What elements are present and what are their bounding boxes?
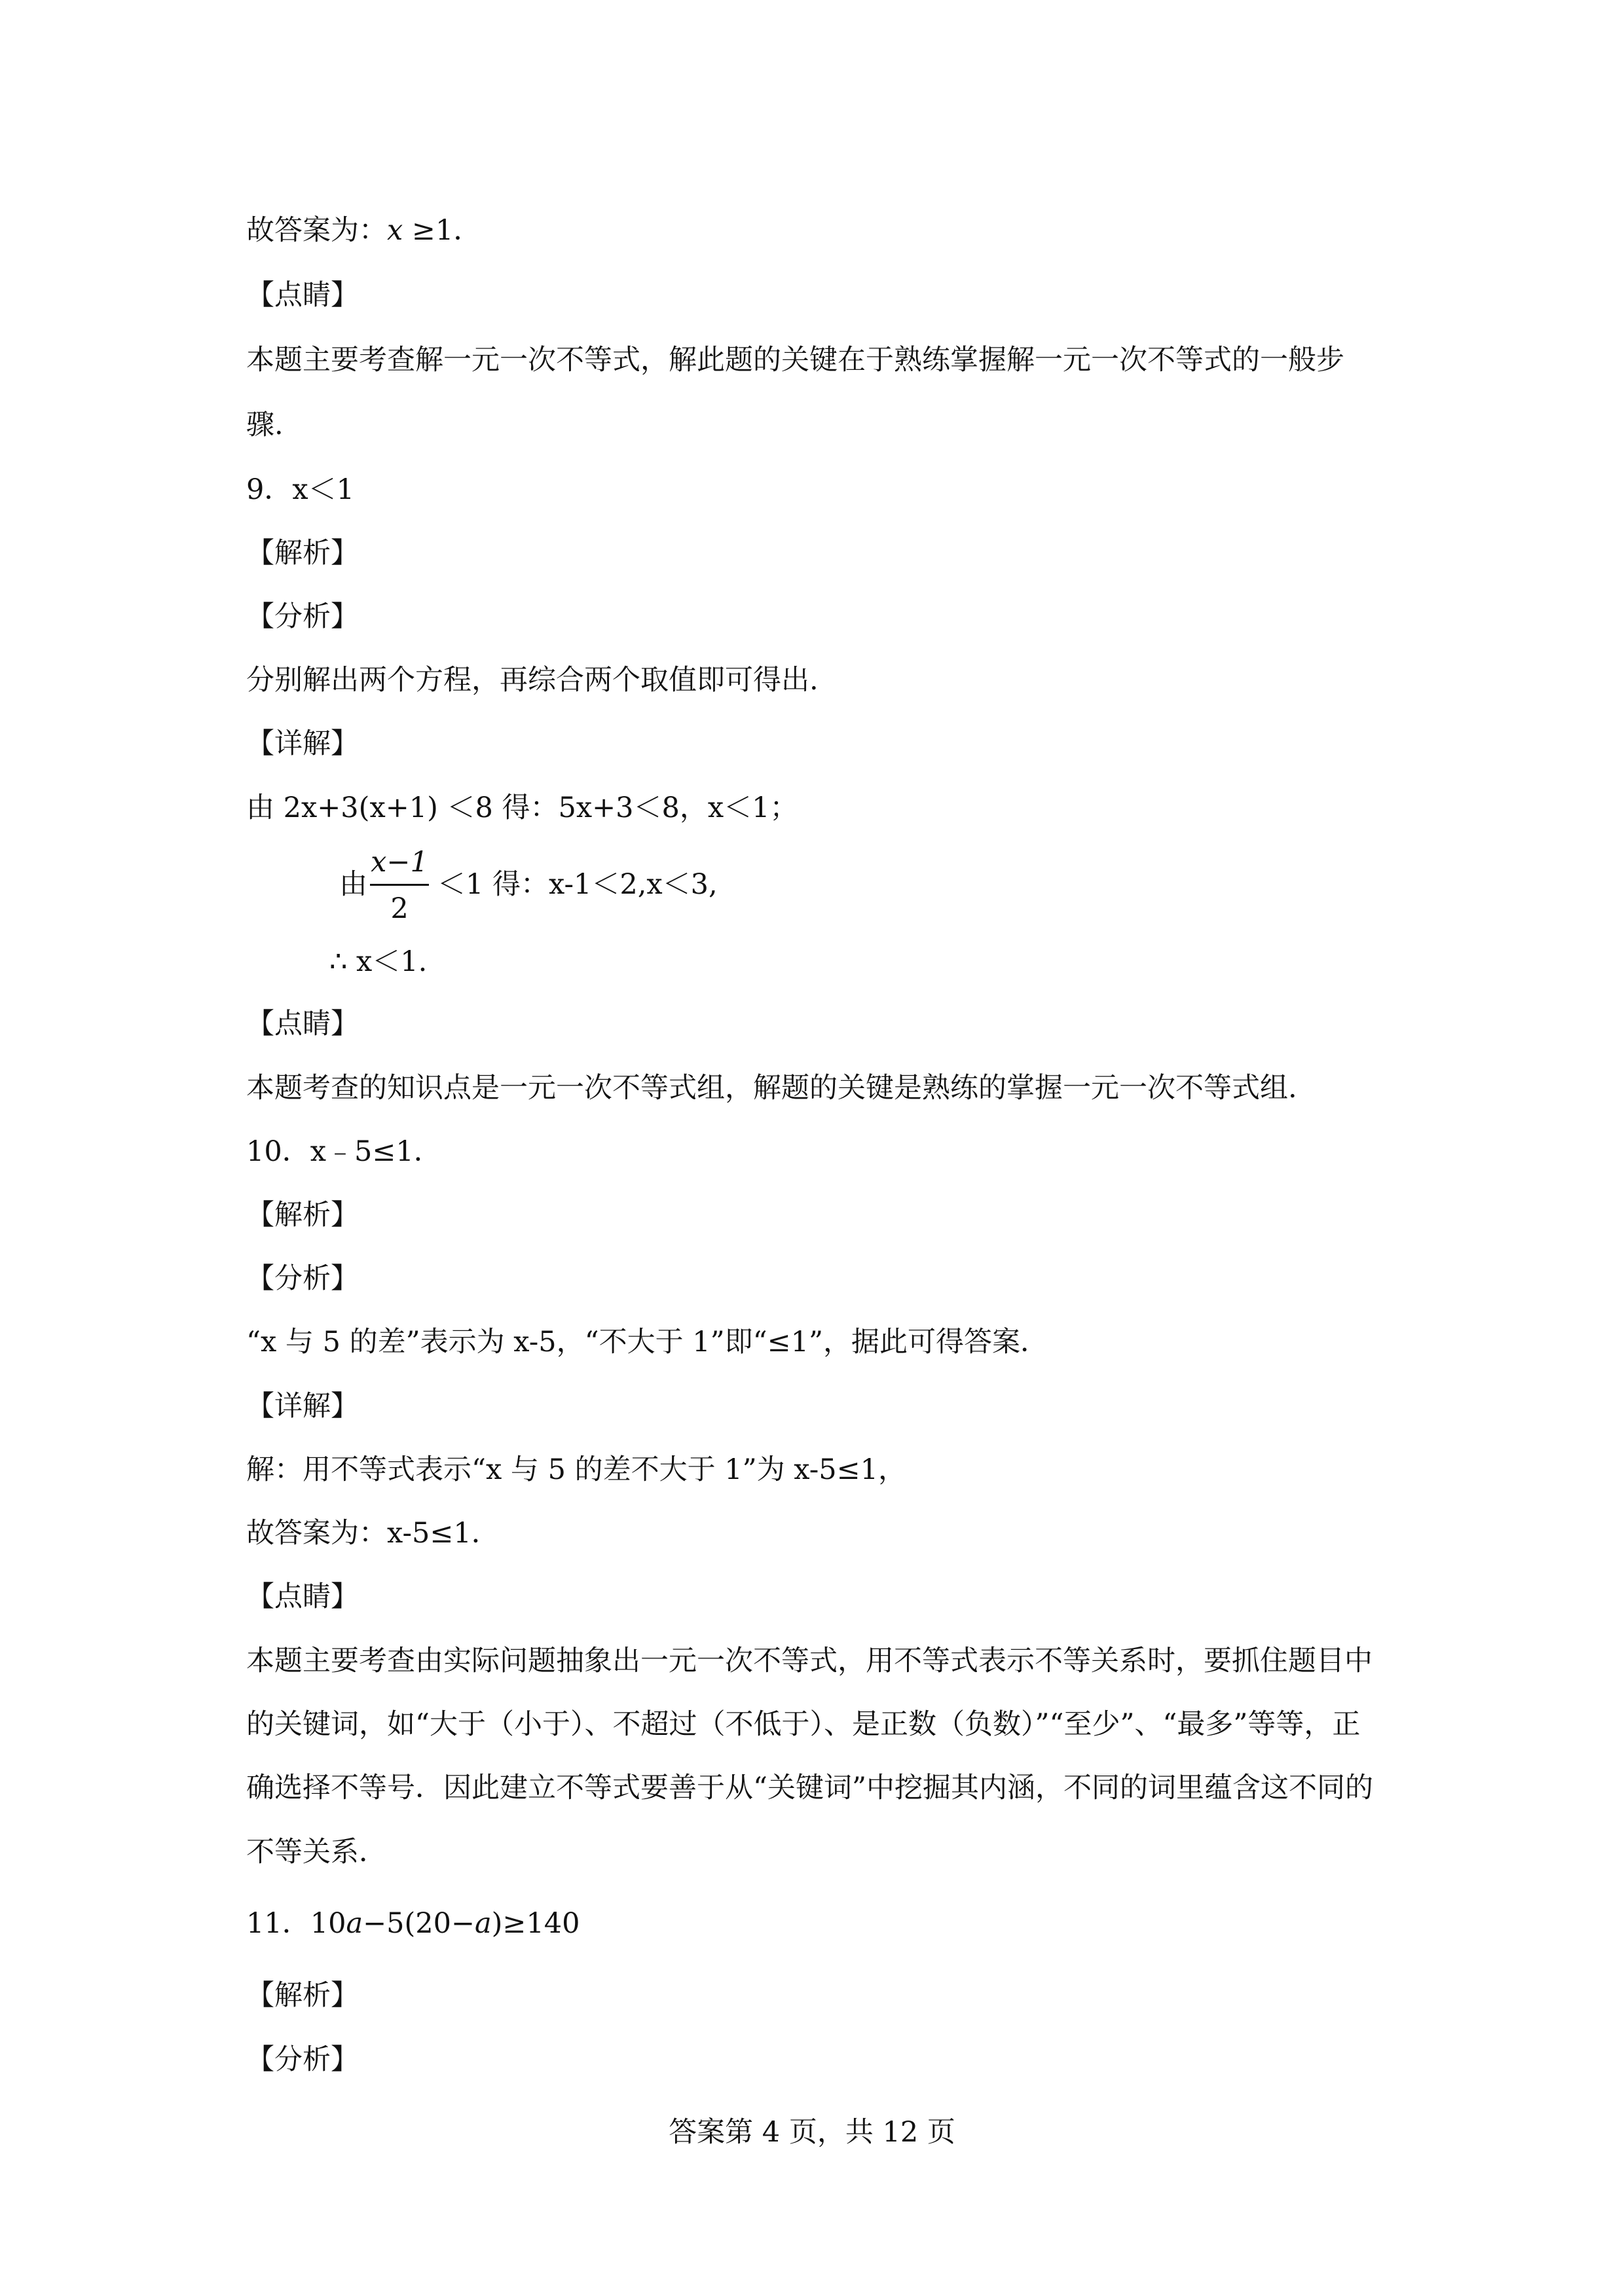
answer-line: 故答案为：x ≥1． — [246, 214, 482, 247]
page-footer: 答案第 4 页，共 12 页 — [669, 2116, 955, 2149]
paragraph-line: 骤. — [246, 409, 284, 441]
math-line-prefix: 由 — [339, 868, 367, 901]
section-heading: 【分析】 — [246, 1262, 359, 1295]
paragraph-line: “x 与 5 的差”表示为 x-5，“不大于 1”即“≤1”，据此可得答案． — [246, 1326, 1048, 1358]
paragraph-line: 的关键词，如“大于（小于）、不超过（不低于）、是正数（负数）”“至少”、“最多”等等，正 — [246, 1708, 1361, 1741]
section-heading: 【详解】 — [246, 1390, 359, 1423]
paragraph-line: 解：用不等式表示“x 与 5 的差不大于 1”为 x-5≤1， — [246, 1453, 907, 1486]
question-answer: 10．x﹣5≤1． — [246, 1135, 442, 1168]
paragraph-line: 故答案为：x-5≤1． — [246, 1517, 500, 1550]
fraction — [370, 846, 429, 925]
section-heading: 【点睛】 — [246, 1580, 359, 1613]
conclusion-line: ∴ x＜1. — [329, 945, 428, 978]
math-line-suffix: ＜1 得：x-1＜2,x＜3, — [437, 868, 718, 901]
question-answer: 11．10a−5(20−a)≥140 — [246, 1907, 580, 1940]
section-heading: 【详解】 — [246, 727, 359, 760]
paragraph-line: 分别解出两个方程，再综合两个取值即可得出. — [246, 664, 819, 697]
section-heading: 【点睛】 — [246, 279, 359, 312]
paragraph-line: 本题考查的知识点是一元一次不等式组，解题的关键是熟练的掌握一元一次不等式组. — [246, 1072, 1297, 1104]
paragraph-line: 本题主要考查由实际问题抽象出一元一次不等式，用不等式表示不等关系时，要抓住题目中 — [246, 1645, 1373, 1677]
section-heading: 【解析】 — [246, 1199, 359, 1231]
section-heading: 【点睛】 — [246, 1008, 359, 1040]
section-heading: 【分析】 — [246, 600, 359, 633]
fraction-denominator: 2 — [390, 892, 409, 925]
section-heading: 【解析】 — [246, 537, 359, 570]
section-heading: 【解析】 — [246, 1979, 359, 2012]
math-line: 由 2x+3(x+1) ＜8 得：5x+3＜8，x＜1； — [246, 792, 798, 824]
section-heading: 【分析】 — [246, 2043, 359, 2076]
question-answer: 9．x＜1 — [246, 473, 354, 506]
paragraph-line: 本题主要考查解一元一次不等式，解此题的关键在于熟练掌握解一元一次不等式的一般步 — [246, 344, 1344, 376]
fraction-numerator: x−1 — [371, 846, 428, 879]
paragraph-line: 不等关系． — [246, 1836, 387, 1868]
paragraph-line: 确选择不等号．因此建立不等式要善于从“关键词”中挖掘其内涵，不同的词里蕴含这不同的 — [246, 1772, 1373, 1804]
